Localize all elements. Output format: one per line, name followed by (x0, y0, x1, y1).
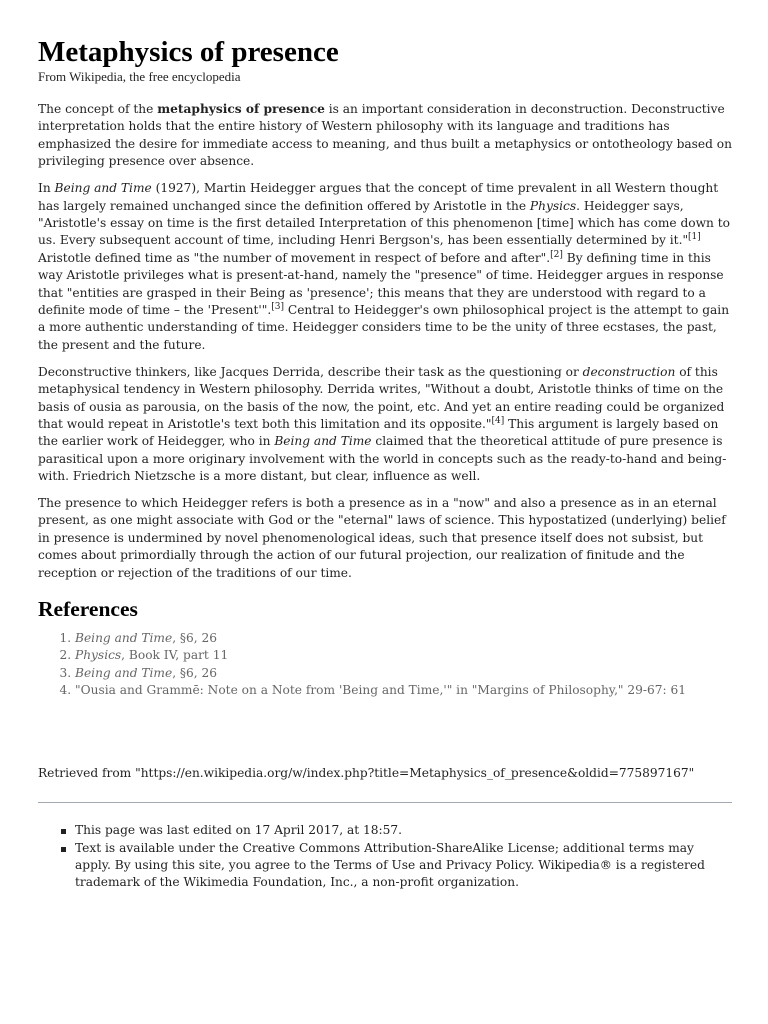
page-tagline: From Wikipedia, the free encyclopedia (38, 69, 241, 84)
reference-detail: , §6, 26 (172, 631, 218, 646)
reference-item-1[interactable] (75, 630, 732, 647)
text-run: The concept of the (38, 102, 158, 116)
text-run: (1927), Martin Heidegger argues that the concept of time prevalent in all Western thought has largely remained unchanged since the definition offered by Aristotle in the (38, 181, 719, 213)
text-run: Aristotle defined time as "the number of movement in respect of before and after". (38, 250, 551, 265)
retrieved-from-link[interactable]: Retrieved from "https://en.wikipedia.org/w/index.php?title=Metaphysics_of_presence&oldid=775897167" (38, 765, 695, 780)
footer-list (38, 822, 732, 892)
citation-link-4[interactable]: [4] (491, 415, 505, 426)
text-run: claimed that the theoretical attitude of pure presence is parasitical upon a more originary involvement with the world in concepts such as the ready-to-hand and being-with. Friedrich Nietzsche is a more distant, but clear, influence as well. (38, 434, 727, 484)
footer-item-last-edited (75, 822, 732, 839)
page-title: Metaphysics of presence (38, 36, 339, 68)
paragraph-heidegger (38, 180, 732, 354)
text-run: This argument is largely based on the earlier work of Heidegger, who in (38, 416, 719, 449)
reference-item-4[interactable] (75, 682, 732, 699)
emphasis-term: deconstruction (582, 364, 676, 379)
footer-item-license (75, 840, 732, 892)
bold-term: metaphysics of presence (157, 102, 325, 116)
reference-title: Being and Time (75, 631, 173, 646)
text-run: By defining time in this way Aristotle privileges what is present-at-hand, namely the "presence" of time. Heidegger argues in response that "entities are grasped in their Being as 'presence'; this means that they are understood with regard to a definite mode of time – the 'Present'". (38, 250, 724, 317)
paragraph-presence: The presence to which Heidegger refers is both a presence as in a "now" and also a presence as in an eternal present, as one might associate with God or the "eternal" laws of science. This hypostatized (underlying) belief in presence is undermined by novel phenomenological ideas, such that presence itself does not subsist, but comes about primordially through the action of our futural projection, our realization of finitude and the reception or rejection of the traditions of our time. (38, 496, 726, 580)
footer-text: This page was last edited on 17 April 2017, at 18:57. (75, 823, 403, 838)
reference-detail: "Ousia and Grammē: Note on a Note from 'Being and Time,'" in "Margins of Philosophy," 29-67: 61 (75, 683, 687, 698)
text-run: is an important consideration in deconstruction. Deconstructive interpretation holds that the entire history of Western philosophy with its language and traditions has emphasized the desire for immediate access to meaning, and thus built a metaphysics or ontotheology based on privileging presence over absence. (38, 102, 732, 169)
reference-title: Being and Time (75, 665, 173, 680)
references-list (38, 630, 732, 700)
footer-text: Text is available under the Creative Commons Attribution-ShareAlike License; additional terms may apply. By using this site, you agree to the Terms of Use and Privacy Policy. Wikipedia® is a registered trademark of the Wikimedia Foundation, Inc., a non-profit organization. (75, 840, 705, 890)
citation-link-3[interactable]: [3] (271, 301, 285, 312)
article (38, 36, 732, 892)
citation-link-2[interactable]: [2] (550, 249, 563, 260)
references-heading: References (38, 597, 138, 622)
reference-detail: , Book IV, part 11 (121, 648, 229, 663)
citation-link-1[interactable]: [1] (688, 232, 701, 243)
work-title: Physics (529, 198, 577, 213)
reference-title: Physics (75, 648, 122, 663)
paragraph-intro (38, 101, 732, 171)
work-title: Being and Time (274, 434, 372, 449)
reference-item-2[interactable] (75, 647, 732, 664)
text-run: In (38, 181, 55, 196)
text-run: of this metaphysical tendency in Western philosophy. Derrida writes, "Without a doubt, Aristotle thinks of time on the basis of ousia as parousia, on the basis of the now, the point, etc. And yet an entire reading could be organized that would repeat in Aristotle's text both this limitation and its opposite." (38, 364, 725, 431)
bullet-square-icon (61, 829, 66, 834)
footer-divider (38, 802, 732, 803)
bullet-square-icon (61, 847, 66, 852)
reference-item-3[interactable] (75, 665, 732, 682)
text-run: Deconstructive thinkers, like Jacques Derrida, describe their task as the questioning or (38, 364, 583, 379)
paragraph-derrida (38, 364, 732, 486)
work-title: Being and Time (54, 181, 152, 196)
text-run: . Heidegger says, "Aristotle's essay on time is the first detailed Interpretation of this phenomenon [time] which has come down to us. Every subsequent account of time, including Henri Bergson's, has been essentially determined by it." (38, 198, 730, 248)
text-run: Central to Heidegger's own philosophical project is the attempt to gain a more authentic understanding of time. Heidegger considers time to be the unity of three ecstases, the past, the present and the future. (38, 302, 730, 352)
reference-detail: , §6, 26 (172, 665, 218, 680)
